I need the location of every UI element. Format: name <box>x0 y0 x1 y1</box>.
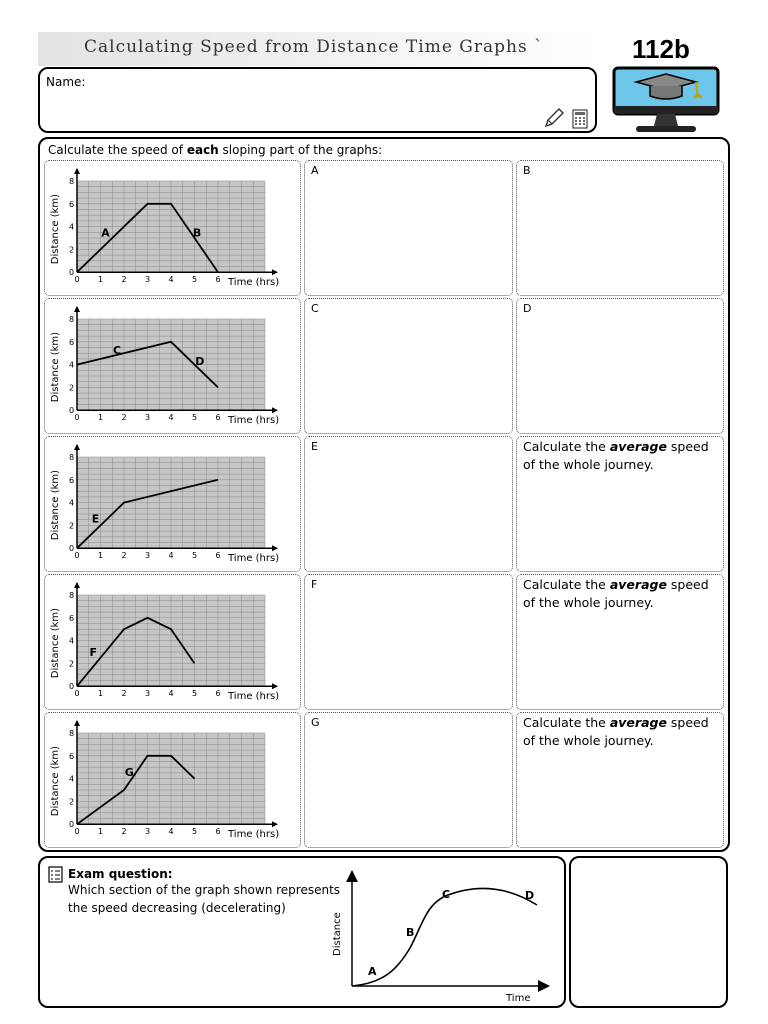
x-tick-label: 4 <box>168 827 174 837</box>
average-speed-prompt: Calculate the average speed of the whole journey. <box>523 577 709 610</box>
x-tick-label: 0 <box>74 827 80 837</box>
x-tick-label: 3 <box>145 413 151 423</box>
answer-cell-label: A <box>311 164 319 177</box>
monitor-graduation-cap-icon <box>612 66 722 136</box>
x-tick-label: 4 <box>168 413 174 423</box>
answer-cell[interactable] <box>516 712 724 848</box>
answer-cell-label: E <box>311 440 318 453</box>
x-tick-label: 0 <box>74 413 80 423</box>
answer-cell-label: B <box>523 164 531 177</box>
exam-graph <box>330 868 550 1008</box>
x-tick-label: 6 <box>215 551 221 561</box>
y-axis-arrow <box>74 168 80 174</box>
answer-cell[interactable] <box>516 298 724 434</box>
distance-time-graph <box>48 301 298 431</box>
answer-cell[interactable] <box>516 574 724 710</box>
exam-question-box <box>38 856 566 1008</box>
average-speed-prompt: Calculate the average speed of the whole journey. <box>523 439 709 472</box>
calculator-icon <box>572 109 588 129</box>
x-tick-label: 2 <box>121 689 127 699</box>
y-axis-label: Distance (km) <box>50 331 61 403</box>
x-tick-label: 3 <box>145 275 151 285</box>
segment-label: C <box>112 343 122 357</box>
x-axis-arrow <box>272 683 278 689</box>
x-tick-label: 6 <box>215 275 221 285</box>
answer-cell[interactable] <box>304 436 513 572</box>
x-tick-label: 1 <box>98 827 104 837</box>
x-tick-label: 4 <box>168 689 174 699</box>
x-axis-label: Time (hrs) <box>228 277 280 289</box>
exam-curve <box>352 888 537 986</box>
x-tick-label: 5 <box>192 275 198 285</box>
y-axis-label: Distance (km) <box>50 607 61 679</box>
y-tick-label: 0 <box>69 406 75 416</box>
exam-heading: Exam question: <box>68 867 173 881</box>
answer-cell-label: C <box>311 302 319 315</box>
exam-label-a: A <box>368 965 377 978</box>
segment-label: A <box>101 226 110 240</box>
answer-cell[interactable] <box>516 436 724 572</box>
x-tick-label: 4 <box>168 551 174 561</box>
y-tick-label: 4 <box>69 222 75 232</box>
y-tick-label: 4 <box>69 636 75 646</box>
exam-question-line2: the speed decreasing (decelerating) <box>68 901 286 915</box>
worksheet-code: 112b <box>632 34 690 64</box>
x-tick-label: 6 <box>215 413 221 423</box>
x-axis-arrow <box>272 269 278 275</box>
y-tick-label: 6 <box>69 613 75 623</box>
distance-time-graph <box>48 715 298 845</box>
segment-label: F <box>89 646 97 659</box>
x-tick-label: 1 <box>98 551 104 561</box>
checklist-icon <box>48 866 63 883</box>
average-speed-prompt: Calculate the average speed of the whole journey. <box>523 715 709 748</box>
distance-time-graph <box>48 439 298 569</box>
x-tick-label: 0 <box>74 689 80 699</box>
exam-xlabel: Time <box>506 993 531 1004</box>
y-axis-arrow <box>74 720 80 726</box>
x-tick-label: 1 <box>98 689 104 699</box>
y-axis-label: Distance (km) <box>50 193 61 265</box>
x-tick-label: 2 <box>121 275 127 285</box>
y-axis-label: Distance (km) <box>50 469 61 541</box>
y-tick-label: 4 <box>69 774 75 784</box>
y-tick-label: 2 <box>69 659 75 669</box>
segment-label: D <box>195 355 205 369</box>
x-tick-label: 2 <box>121 827 127 837</box>
answer-cell[interactable] <box>304 298 513 434</box>
x-tick-label: 3 <box>145 689 151 699</box>
x-tick-label: 0 <box>74 275 80 285</box>
x-tick-label: 5 <box>192 827 198 837</box>
exam-question-line1: Which section of the graph shown represents <box>68 883 341 897</box>
y-axis-arrow <box>74 444 80 450</box>
y-axis-arrow <box>74 582 80 588</box>
pencil-icon <box>543 107 565 129</box>
y-tick-label: 0 <box>69 820 75 830</box>
y-axis-label: Distance (km) <box>50 745 61 817</box>
y-tick-label: 0 <box>69 682 75 692</box>
answer-cell-label: F <box>311 578 318 591</box>
page-title: Calculating Speed from Distance Time Graphs ` <box>84 37 544 57</box>
y-tick-label: 6 <box>69 751 75 761</box>
distance-time-graph <box>48 163 298 293</box>
y-axis-arrow <box>74 306 80 312</box>
instructions: Calculate the speed of each sloping part of the graphs: <box>48 143 383 157</box>
segment-label: G <box>124 765 134 779</box>
y-tick-label: 8 <box>69 591 75 600</box>
x-axis-arrow <box>272 821 278 827</box>
y-tick-label: 6 <box>69 199 75 209</box>
answer-cell[interactable] <box>304 712 513 848</box>
answer-cell-label: D <box>523 302 532 315</box>
segment-label: E <box>91 512 100 526</box>
answer-box[interactable] <box>569 856 728 1008</box>
x-axis-label: Time (hrs) <box>228 553 280 565</box>
y-tick-label: 8 <box>69 729 75 738</box>
x-tick-label: 1 <box>98 413 104 423</box>
x-tick-label: 2 <box>121 551 127 561</box>
x-tick-label: 5 <box>192 413 198 423</box>
x-tick-label: 6 <box>215 689 221 699</box>
x-axis-arrow <box>272 545 278 551</box>
x-axis-label: Time (hrs) <box>228 829 280 841</box>
x-axis-arrow <box>272 407 278 413</box>
y-tick-label: 2 <box>69 383 75 393</box>
y-tick-label: 0 <box>69 544 75 554</box>
x-axis-label: Time (hrs) <box>228 415 280 427</box>
y-tick-label: 6 <box>69 337 75 347</box>
x-tick-label: 0 <box>74 551 80 561</box>
name-box[interactable] <box>38 67 597 133</box>
answer-cell-label: G <box>311 716 320 729</box>
exam-ylabel: Distance <box>332 912 343 956</box>
x-tick-label: 3 <box>145 827 151 837</box>
y-tick-label: 8 <box>69 177 75 186</box>
x-tick-label: 1 <box>98 275 104 285</box>
y-tick-label: 2 <box>69 521 75 531</box>
x-axis-label: Time (hrs) <box>228 691 280 703</box>
y-tick-label: 4 <box>69 360 75 370</box>
y-tick-label: 2 <box>69 797 75 807</box>
answer-cell[interactable] <box>304 160 513 296</box>
x-tick-label: 5 <box>192 689 198 699</box>
x-tick-label: 3 <box>145 551 151 561</box>
y-tick-label: 0 <box>69 268 75 278</box>
x-tick-label: 2 <box>121 413 127 423</box>
exam-label-d: D <box>525 889 535 902</box>
exam-label-b: B <box>406 926 415 939</box>
x-tick-label: 4 <box>168 275 174 285</box>
name-label: Name: <box>46 75 86 89</box>
answer-cell[interactable] <box>304 574 513 710</box>
y-tick-label: 6 <box>69 475 75 485</box>
y-tick-label: 2 <box>69 245 75 255</box>
distance-time-graph <box>48 577 298 707</box>
answer-cell[interactable] <box>516 160 724 296</box>
segment-label: B <box>192 226 202 240</box>
x-tick-label: 6 <box>215 827 221 837</box>
y-tick-label: 8 <box>69 315 75 324</box>
y-tick-label: 4 <box>69 498 75 508</box>
exam-label-c: C <box>442 888 451 901</box>
y-tick-label: 8 <box>69 453 75 462</box>
x-tick-label: 5 <box>192 551 198 561</box>
